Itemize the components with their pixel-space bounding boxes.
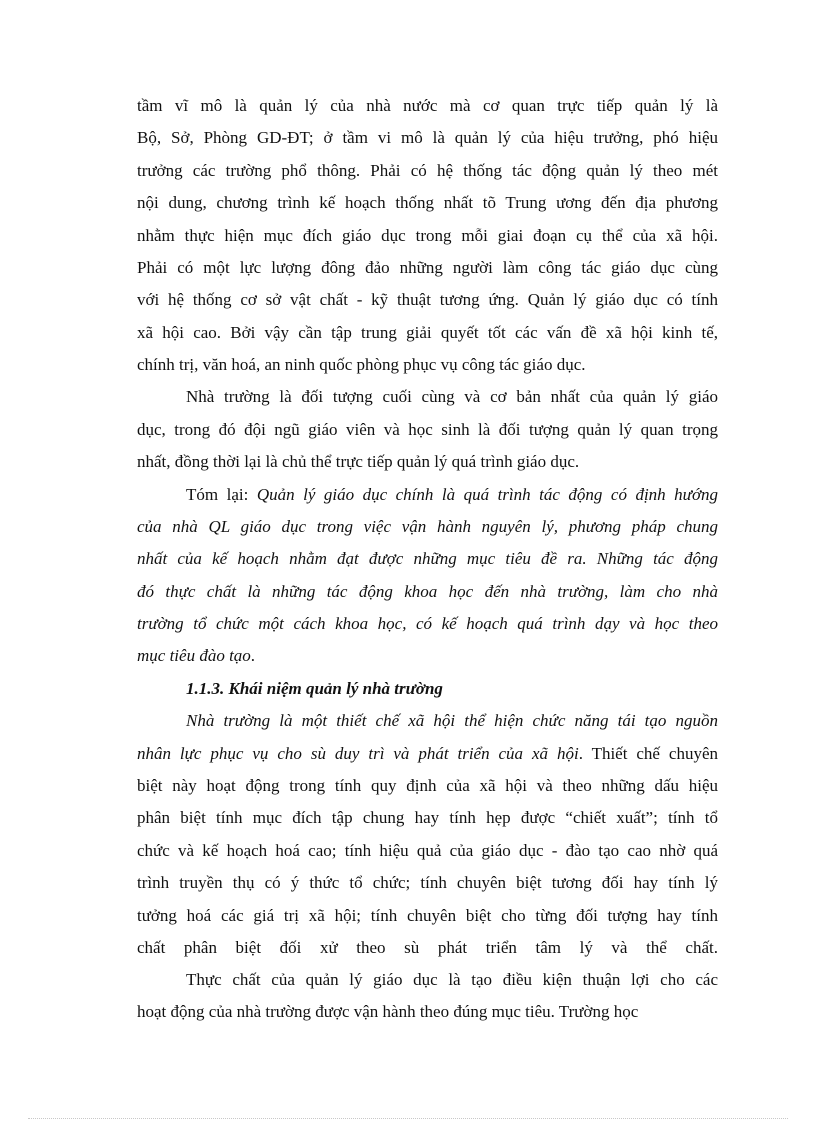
summary-text: Quản lý giáo dục chính là quá trình tác động có định hướng [256, 485, 719, 504]
paragraph-line: tưởng hoá các giá trị xã hội; tính chuyên biệt cho từng đối tượng hay tính [137, 906, 718, 925]
period: . [250, 646, 256, 665]
paragraph-line: tầm vĩ mô là quản lý của nhà nước mà cơ quan trực tiếp quản lý là [137, 96, 718, 115]
paragraph-line: đó thực chất là những tác động khoa học đến nhà trường, làm cho nhà [137, 582, 718, 601]
paragraph-line: nhất của kế hoạch nhằm đạt được những mục tiêu đề ra. Những tác động [137, 549, 718, 568]
paragraph-line: phân biệt tính mục đích tập chung hay tính hẹp được “chiết xuất”; tính tổ [137, 808, 718, 827]
page-bottom-rule [28, 1118, 788, 1119]
paragraph-line: hoạt động của nhà trường được vận hành theo đúng mục tiêu. Trường học [137, 1002, 639, 1021]
paragraph-line: nhất, đồng thời lại là chủ thể trực tiếp quản lý quá trình giáo dục. [137, 452, 580, 471]
paragraph-text: Thiết chế chuyên [591, 744, 718, 763]
period: . [578, 744, 583, 763]
summary-label: Tóm lại: [186, 485, 249, 504]
paragraph-line: nhằm thực hiện mục đích giáo dục trong mỗi giai đoạn cụ thể của xã hội. [137, 226, 718, 245]
paragraph-line: Thực chất của quản lý giáo dục là tạo điều kiện thuận lợi cho các [186, 970, 718, 989]
paragraph-line: với hệ thống cơ sở vật chất - kỹ thuật tương ứng. Quản lý giáo dục có tính [137, 290, 718, 309]
summary-tail: mục tiêu đào tạo [137, 646, 251, 665]
paragraph-line: chính trị, văn hoá, an ninh quốc phòng phục vụ công tác giáo dục. [137, 355, 586, 374]
section-heading: 1.1.3. Khái niệm quản lý nhà trường [186, 679, 443, 698]
paragraph-line: chức và kế hoạch hoá cao; tính hiệu quả của giáo dục - đào tạo cao nhờ quá [137, 841, 718, 860]
summary-line [186, 485, 718, 505]
paragraph-line: Nhà trường là đối tượng cuối cùng và cơ bản nhất của quản lý giáo [186, 387, 718, 406]
paragraph-line [137, 646, 718, 666]
paragraph-line: trường tổ chức một cách khoa học, có kế hoạch quá trình dạy và học theo [137, 614, 718, 633]
paragraph-line: chất phân biệt đối xử theo sù phát triển tâm lý và thể chất. [137, 938, 718, 957]
paragraph-line [137, 744, 718, 764]
paragraph-line: của nhà QL giáo dục trong việc vận hành nguyên lý, phương pháp chung [137, 517, 718, 536]
paragraph-line: dục, trong đó đội ngũ giáo viên và học sinh là đối tượng quản lý quan trọng [137, 420, 718, 439]
paragraph-line: trưởng các trường phổ thông. Phải có hệ thống tác động quản lý theo mét [137, 161, 718, 180]
paragraph-line: Bộ, Sở, Phòng GD-ĐT; ở tầm vi mô là quản lý của hiệu trưởng, phó hiệu [137, 128, 718, 147]
paragraph-line: Nhà trường là một thiết chế xã hội thể hiện chức năng tái tạo nguồn [186, 711, 718, 730]
paragraph-line: nội dung, chương trình kế hoạch thống nhất tõ Trung ương đến địa phương [137, 193, 718, 212]
paragraph-line: biệt này hoạt động trong tính quy định của xã hội và theo những dấu hiệu [137, 776, 718, 795]
italic-definition: nhân lực phục vụ cho sù duy trì và phát triển của xã hội [137, 744, 579, 763]
paragraph-line: xã hội cao. Bởi vậy cần tập trung giải quyết tốt các vấn đề xã hội kinh tế, [137, 323, 718, 342]
paragraph-line: Phải có một lực lượng đông đảo những người làm công tác giáo dục cùng [137, 258, 718, 277]
paragraph-line: trình truyền thụ có ý thức tổ chức; tính chuyên biệt tương đối hay tính lý [137, 873, 718, 892]
